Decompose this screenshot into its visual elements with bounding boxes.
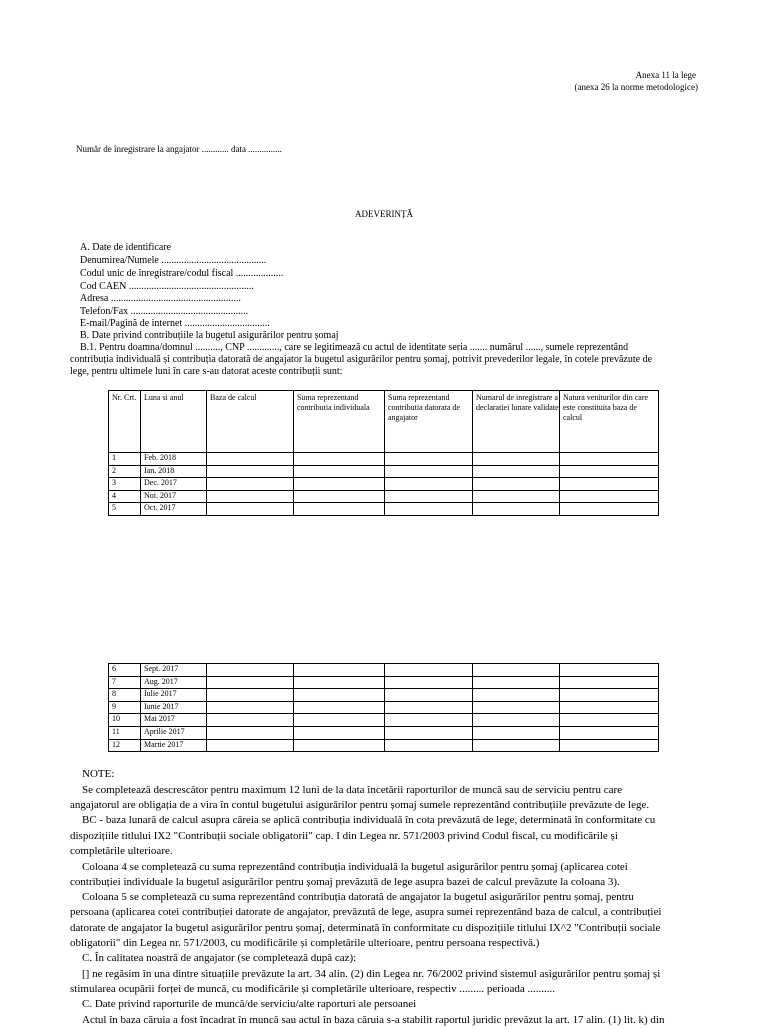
field-cui: Codul unic de înregistrare/codul fiscal ...................: [80, 268, 284, 279]
cell-baza[interactable]: [207, 701, 294, 714]
cell-suma-angajator[interactable]: [385, 726, 473, 739]
row-luna: Mai 2017: [141, 714, 207, 727]
table-row: [109, 726, 659, 739]
table-row: [109, 689, 659, 702]
note-line: completările ulterioare.: [70, 845, 173, 857]
cell-baza[interactable]: [207, 490, 294, 503]
cell-baza[interactable]: [207, 453, 294, 466]
cell-natura[interactable]: [560, 739, 659, 752]
cell-suma-individuala[interactable]: [294, 701, 385, 714]
note-line: contribuției individuale la bugetul asigurărilor pentru șomaj prevăzută de lege asupra bazei de calcul prevăzute la coloana 3).: [70, 876, 620, 888]
registration-line: Număr de înregistrare la angajator ............ data ...............: [76, 144, 282, 154]
cell-numar[interactable]: [473, 689, 560, 702]
cell-suma-angajator[interactable]: [385, 490, 473, 503]
cell-suma-individuala[interactable]: [294, 478, 385, 491]
row-luna: Iulie 2017: [141, 689, 207, 702]
cell-natura[interactable]: [560, 701, 659, 714]
note-line: stimularea ocupării forței de muncă, cu modificările și completările ulterioare, respectiv ......... perioada ..........: [70, 983, 556, 995]
header-numar-inregistrare: Numarul de inregistrare a declaratiei lunare validate: [473, 391, 560, 453]
cell-natura[interactable]: [560, 453, 659, 466]
table-row: [109, 664, 659, 677]
cell-numar[interactable]: [473, 664, 560, 677]
field-denumire: Denumirea/Numele ..........................................: [80, 255, 267, 266]
note-line: angajatorul are obligația de a vira în contul bugetului asigurărilor pentru șomaj sumele reprezentând contribuțiile prevăzute de lege.: [70, 799, 650, 811]
cell-suma-angajator[interactable]: [385, 453, 473, 466]
row-luna: Martie 2017: [141, 739, 207, 752]
contributions-table-bottom: [108, 663, 659, 752]
row-nr: 5: [109, 503, 141, 516]
note-line: BC - baza lunară de calcul asupra căreia se aplică contribuția individuală în cota prevăzută de lege, determinată în conformitate cu: [82, 814, 656, 826]
note-line: persoana (aplicarea cotei contribuției datorate de angajator, prevăzută de lege, asupra sumei reprezentând baza de calcul, a contribuției: [70, 906, 662, 918]
table-row: [109, 503, 659, 516]
cell-baza[interactable]: [207, 503, 294, 516]
row-nr: 2: [109, 465, 141, 478]
field-telefon: Telefon/Fax ...............................................: [80, 306, 249, 317]
cell-numar[interactable]: [473, 676, 560, 689]
notes-heading: NOTE:: [82, 768, 115, 780]
cell-baza[interactable]: [207, 664, 294, 677]
field-caen: Cod CAEN ..................................................: [80, 281, 254, 292]
cell-suma-individuala[interactable]: [294, 739, 385, 752]
cell-suma-individuala[interactable]: [294, 664, 385, 677]
header-suma-angajator: Suma reprezentand contributia datorata de angajator: [385, 391, 473, 453]
note-line: Coloana 5 se completează cu suma reprezentând contribuția datorată de angajator la bugetul asigurărilor pentru șomaj, pentru: [82, 891, 634, 903]
cell-natura[interactable]: [560, 490, 659, 503]
cell-baza[interactable]: [207, 726, 294, 739]
cell-natura[interactable]: [560, 664, 659, 677]
cell-numar[interactable]: [473, 701, 560, 714]
table-row: [109, 701, 659, 714]
cell-natura[interactable]: [560, 726, 659, 739]
row-luna: Iunie 2017: [141, 701, 207, 714]
row-luna: Oct. 2017: [141, 503, 207, 516]
note-line: Coloana 4 se completează cu suma reprezentând contribuția individuală la bugetul asigurărilor pentru șomaj (aplicarea cotei: [82, 861, 628, 873]
b1-line-3: lege, pentru ultimele luni în care s-au datorat aceste contribuții sunt:: [70, 366, 343, 377]
cell-natura[interactable]: [560, 689, 659, 702]
note-line: [] ne regăsim în una dintre situațiile prevăzute la art. 34 alin. (2) din Legea nr. 76/2002 privind sistemul asigurărilor pentru șomaj și: [82, 968, 661, 980]
row-nr: 8: [109, 689, 141, 702]
cell-numar[interactable]: [473, 503, 560, 516]
cell-suma-individuala[interactable]: [294, 490, 385, 503]
row-nr: 6: [109, 664, 141, 677]
contributions-table-top: [108, 390, 659, 516]
cell-numar[interactable]: [473, 490, 560, 503]
field-adresa: Adresa ....................................................: [80, 293, 241, 304]
row-luna: Ian. 2018: [141, 465, 207, 478]
table-row: [109, 453, 659, 466]
header-natura-venituri: Natura veniturilor din care este constituita baza de calcul: [560, 391, 659, 453]
row-nr: 4: [109, 490, 141, 503]
row-luna: Aprilie 2017: [141, 726, 207, 739]
row-luna: Aug. 2017: [141, 676, 207, 689]
cell-natura[interactable]: [560, 714, 659, 727]
cell-numar[interactable]: [473, 478, 560, 491]
cell-natura[interactable]: [560, 478, 659, 491]
cell-baza[interactable]: [207, 676, 294, 689]
header-baza: Baza de calcul: [207, 391, 294, 453]
cell-baza[interactable]: [207, 714, 294, 727]
note-line: C. Date privind raporturile de muncă/de serviciu/alte raporturi ale persoanei: [82, 998, 417, 1010]
b1-line-1: B.1. Pentru doamna/domnul .........., CNP ............., care se legitimează cu actul de identitate seria ....... numărul ......, sumele reprezentând: [80, 342, 629, 353]
header-nr: Nr. Crt.: [109, 391, 141, 453]
row-nr: 3: [109, 478, 141, 491]
cell-suma-individuala[interactable]: [294, 503, 385, 516]
row-nr: 10: [109, 714, 141, 727]
cell-suma-individuala[interactable]: [294, 726, 385, 739]
cell-numar[interactable]: [473, 726, 560, 739]
note-line: obligatorii" din Legea nr. 571/2003, cu modificările și completările ulterioare, pentru persoana respectivă.): [70, 937, 540, 949]
cell-suma-individuala[interactable]: [294, 689, 385, 702]
table-row: [109, 490, 659, 503]
row-nr: 11: [109, 726, 141, 739]
table-row: [109, 478, 659, 491]
cell-suma-angajator[interactable]: [385, 664, 473, 677]
row-luna: Sept. 2017: [141, 664, 207, 677]
cell-baza[interactable]: [207, 465, 294, 478]
cell-natura[interactable]: [560, 676, 659, 689]
row-nr: 9: [109, 701, 141, 714]
cell-numar[interactable]: [473, 714, 560, 727]
b1-line-2: contribuția individuală și contribuția datorată de angajator la bugetul asigurărilor pentru șomaj, potrivit prevederilor legale, în cotele prevăzute de: [70, 354, 653, 365]
section-a-heading: A. Date de identificare: [80, 242, 172, 253]
header-suma-individuala: Suma reprezentand contributia individuala: [294, 391, 385, 453]
annex-label: Anexa 11 la lege: [635, 70, 696, 80]
cell-suma-angajator[interactable]: [385, 739, 473, 752]
table-row: [109, 739, 659, 752]
cell-suma-angajator[interactable]: [385, 676, 473, 689]
cell-numar[interactable]: [473, 465, 560, 478]
table-row: [109, 714, 659, 727]
cell-natura[interactable]: [560, 503, 659, 516]
cell-suma-angajator[interactable]: [385, 503, 473, 516]
note-line: Se completează descrescător pentru maximum 12 luni de la data încetării raporturilor de muncă sau de serviciu pentru care: [82, 784, 622, 796]
cell-suma-angajator[interactable]: [385, 465, 473, 478]
document-title: ADEVERINȚĂ: [355, 209, 413, 219]
row-luna: Noi. 2017: [141, 490, 207, 503]
row-nr: 12: [109, 739, 141, 752]
cell-suma-angajator[interactable]: [385, 689, 473, 702]
note-line: C. În calitatea noastră de angajator (se completează după caz):: [82, 952, 357, 964]
table-row: [109, 465, 659, 478]
row-luna: Feb. 2018: [141, 453, 207, 466]
field-email: E-mail/Pagină de internet ..................................: [80, 318, 270, 329]
cell-suma-angajator[interactable]: [385, 478, 473, 491]
cell-natura[interactable]: [560, 465, 659, 478]
cell-baza[interactable]: [207, 689, 294, 702]
note-line: dispozițiile titlului IX2 "Contribuții sociale obligatorii" cap. I din Legea nr. 571/2003 privind Codul fiscal, cu modificările și: [70, 830, 618, 842]
section-b-heading: B. Date privind contribuțiile la bugetul asigurărilor pentru șomaj: [80, 330, 339, 341]
table-header-row: [109, 391, 659, 453]
cell-numar[interactable]: [473, 739, 560, 752]
row-nr: 7: [109, 676, 141, 689]
row-luna: Dec. 2017: [141, 478, 207, 491]
table-row: [109, 676, 659, 689]
note-line: Actul în baza căruia a fost încadrat în muncă sau actul în baza căruia s-a stabilit raportul juridic prevăzut la art. 17 alin. (1) lit. k) din: [82, 1014, 665, 1026]
cell-suma-angajator[interactable]: [385, 714, 473, 727]
note-line: datorate de angajator la bugetul asigurărilor pentru șomaj, determinată în conformitate cu dispozițiile titlului IX^2 "Contribuții sociale: [70, 922, 661, 934]
cell-suma-individuala[interactable]: [294, 714, 385, 727]
cell-suma-individuala[interactable]: [294, 453, 385, 466]
cell-suma-individuala[interactable]: [294, 676, 385, 689]
cell-suma-angajator[interactable]: [385, 701, 473, 714]
annex-sublabel: (anexa 26 la norme metodologice): [574, 82, 698, 92]
cell-suma-individuala[interactable]: [294, 465, 385, 478]
header-luna: Luna si anul: [141, 391, 207, 453]
row-nr: 1: [109, 453, 141, 466]
cell-baza[interactable]: [207, 739, 294, 752]
cell-numar[interactable]: [473, 453, 560, 466]
cell-baza[interactable]: [207, 478, 294, 491]
